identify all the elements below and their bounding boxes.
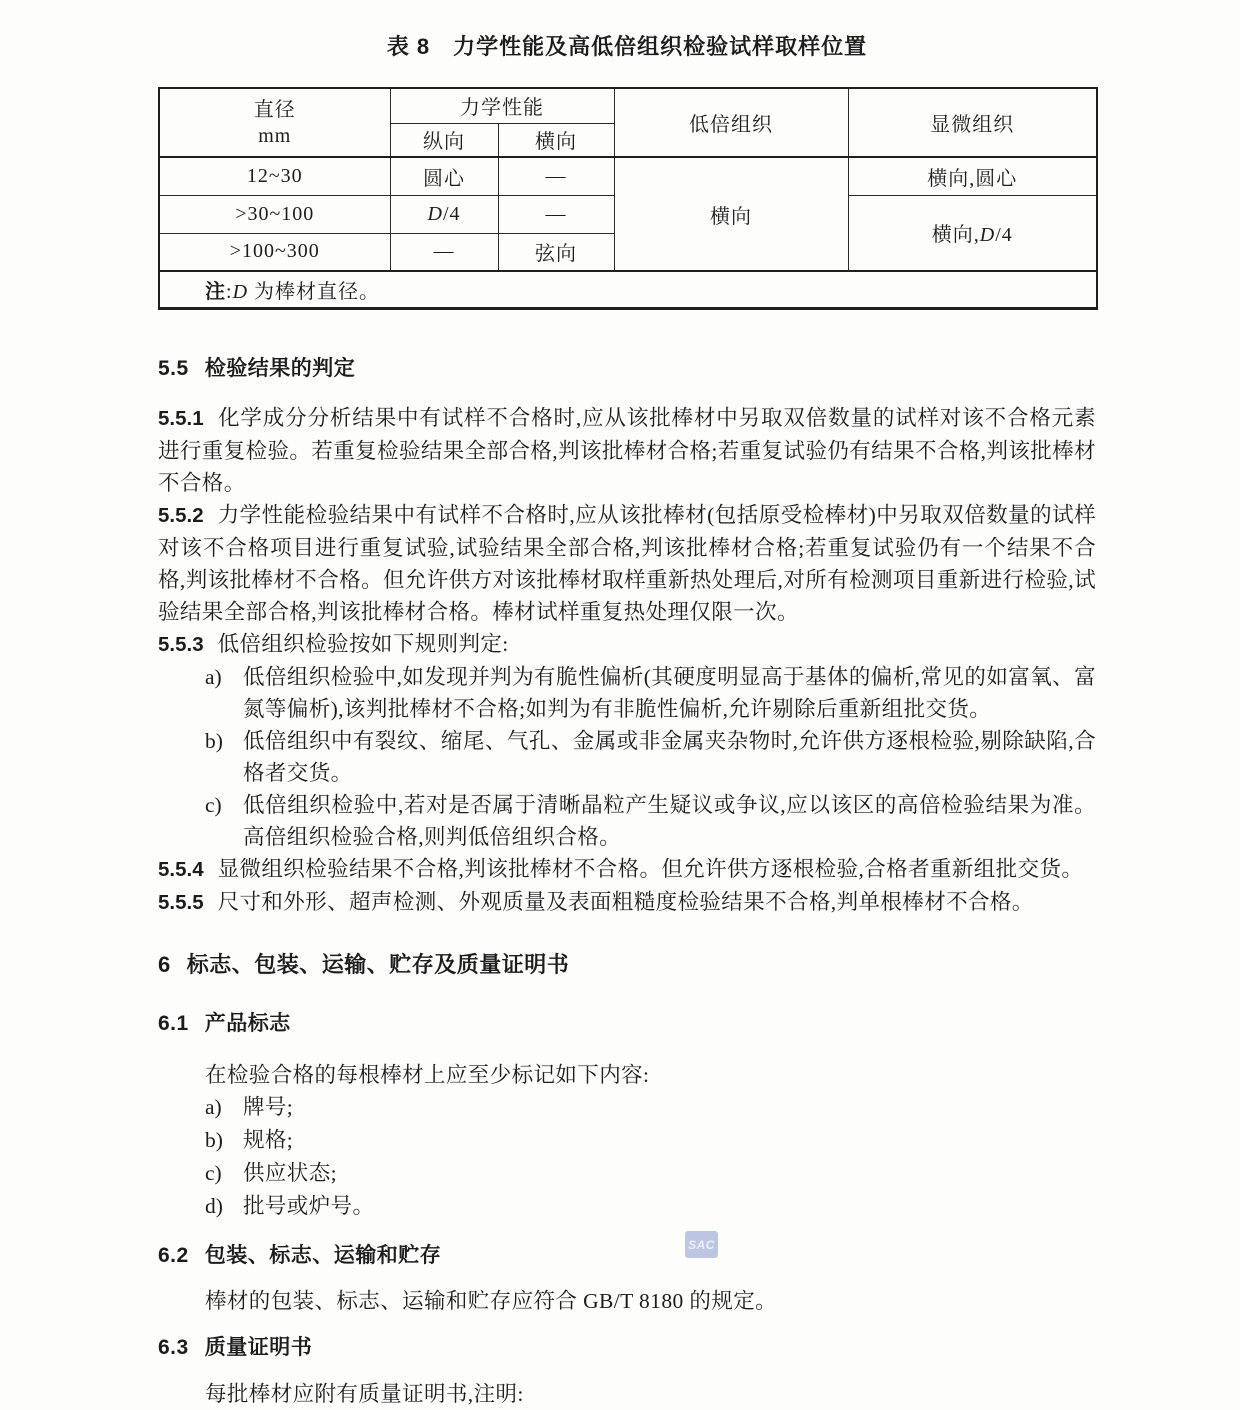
- clause-5-5-3: [158, 628, 1096, 661]
- heading-6-3: [158, 1333, 1096, 1363]
- d-fraction: /4: [995, 224, 1013, 247]
- clause-text: 化学成分分析结果中有试样不合格时,应从该批棒材中另取双倍数量的试样对该不合格元素进行重复检验。若重复检验结果全部合格,判该批棒材合格;若重复试验仍有结果不合格,判该批棒材不合格。: [158, 405, 1096, 495]
- clause-5-5-4: [158, 853, 1096, 886]
- d-symbol: D: [232, 280, 249, 303]
- table-header-row-1: [159, 88, 1097, 123]
- header-macrostructure: 低倍组织: [614, 88, 848, 157]
- list-label: d): [205, 1193, 223, 1218]
- d-symbol: D: [979, 224, 996, 247]
- micro-merged-prefix: 横向,: [931, 224, 980, 247]
- heading-6-1: [158, 1009, 1096, 1039]
- clause-number: 5.5.2: [158, 503, 204, 527]
- mark-item-a: [158, 1091, 1096, 1124]
- heading-6-2: [158, 1241, 1096, 1271]
- cell-transverse: —: [498, 157, 614, 195]
- clause-5-5-1: [158, 402, 1096, 499]
- heading-number: 6: [158, 951, 171, 977]
- list-text: 低倍组织检验中,若对是否属于清晰晶粒产生疑议或争议,应以该区的高倍检验结果为准。高倍组织检验合格,则判低倍组织合格。: [243, 792, 1096, 849]
- heading-6: [158, 949, 1096, 981]
- heading-title: 产品标志: [204, 1011, 291, 1035]
- mark-item-b: [158, 1124, 1096, 1157]
- heading-number: 5.5: [158, 356, 189, 380]
- list-label: c): [205, 1160, 222, 1185]
- clause-5-5-2: [158, 499, 1096, 628]
- clause-text: 显微组织检验结果不合格,判该批棒材不合格。但允许供方逐根检验,合格者重新组批交货。: [217, 856, 1084, 881]
- heading-title: 包装、标志、运输和贮存: [204, 1243, 442, 1267]
- sac-watermark-logo: SAC: [685, 1231, 718, 1258]
- cell-diameter: >100~300: [159, 233, 390, 271]
- note-colon: :: [226, 280, 233, 303]
- header-longitudinal: 纵向: [390, 123, 498, 157]
- list-text: 牌号;: [243, 1094, 294, 1119]
- heading-title: 标志、包装、运输、贮存及质量证明书: [186, 951, 570, 977]
- heading-title: 检验结果的判定: [204, 356, 356, 380]
- table-note: [159, 271, 1097, 308]
- clause-5-5-5: [158, 886, 1096, 919]
- table-row: [159, 157, 1097, 195]
- heading-number: 6.1: [158, 1011, 189, 1035]
- header-microstructure: 显微组织: [848, 88, 1097, 157]
- cell-micro: 横向,圆心: [848, 157, 1097, 195]
- table-note-row: [159, 271, 1097, 308]
- header-diameter-label: 直径: [253, 98, 296, 121]
- d-symbol: D: [427, 202, 443, 225]
- list-item-b: [158, 725, 1096, 789]
- list-label: b): [205, 1127, 223, 1152]
- cell-longitudinal: —: [390, 233, 498, 271]
- heading-number: 6.3: [158, 1335, 189, 1359]
- clause-text: 力学性能检验结果中有试样不合格时,应从该批棒材(包括原受检棒材)中另取双倍数量的试样对该不合格项目进行重复试验,试验结果全部合格,判该批棒材合格;若重复试验仍有一个结果不合格,判该批棒材不合格。但允许供方对该批棒材取样重新热处理后,对所有检测项目重新进行检验,试验结果全部合格,判该批棒材合格。棒材试样重复热处理仅限一次。: [158, 502, 1096, 624]
- table-8: [158, 87, 1098, 310]
- list-text: 低倍组织中有裂纹、缩尾、气孔、金属或非金属夹杂物时,允许供方逐根检验,剔除缺陷,合格者交货。: [243, 728, 1096, 785]
- list-text: 供应状态;: [243, 1160, 337, 1185]
- list-label: a): [205, 664, 222, 689]
- clause-number: 5.5.4: [158, 857, 204, 881]
- note-label: 注: [205, 280, 226, 303]
- header-diameter-unit: mm: [258, 124, 292, 147]
- mark-item-d: [158, 1190, 1096, 1223]
- cell-longitudinal: 圆心: [390, 157, 498, 195]
- cell-macro-merged: 横向: [614, 157, 848, 271]
- mark-item-c: [158, 1157, 1096, 1190]
- cell-transverse: —: [498, 195, 614, 233]
- note-text: 为棒材直径。: [248, 280, 381, 303]
- clause-6-2-text: 棒材的包装、标志、运输和贮存应符合 GB/T 8180 的规定。: [205, 1288, 778, 1313]
- list-text: 规格;: [243, 1127, 294, 1152]
- header-diameter: [159, 88, 390, 157]
- cell-diameter: 12~30: [159, 157, 390, 195]
- clause-text: 尺寸和外形、超声检测、外观质量及表面粗糙度检验结果不合格,判单根棒材不合格。: [217, 889, 1034, 914]
- list-text: 低倍组织检验中,如发现并判为有脆性偏析(其硬度明显高于基体的偏析,常见的如富氧、富氮等偏析),该判批棒材不合格;如判为有非脆性偏析,允许剔除后重新组批交货。: [243, 664, 1096, 721]
- list-label: c): [205, 792, 222, 817]
- cell-micro-merged: [848, 195, 1097, 271]
- list-label: b): [205, 728, 223, 753]
- clause-number: 5.5.1: [158, 406, 204, 430]
- clause-number: 5.5.5: [158, 890, 204, 914]
- cell-longitudinal: [390, 195, 498, 233]
- heading-5-5: [158, 354, 1096, 384]
- clause-text: 低倍组织检验按如下规则判定:: [217, 631, 509, 656]
- cell-transverse: 弦向: [498, 233, 614, 271]
- list-label: a): [205, 1094, 222, 1119]
- list-item-a: [158, 661, 1096, 725]
- cell-diameter: >30~100: [159, 195, 390, 233]
- heading-title: 质量证明书: [204, 1335, 313, 1359]
- clause-number: 5.5.3: [158, 632, 204, 656]
- header-mechanical: 力学性能: [390, 88, 614, 123]
- header-transverse: 横向: [498, 123, 614, 157]
- heading-number: 6.2: [158, 1243, 189, 1267]
- clause-6-1-intro: 在检验合格的每根棒材上应至少标记如下内容:: [205, 1062, 650, 1087]
- list-item-c: [158, 789, 1096, 853]
- table-8-title: 表 8 力学性能及高低倍组织检验试样取样位置: [386, 34, 868, 59]
- clause-6-3-text: 每批棒材应附有质量证明书,注明:: [205, 1381, 524, 1406]
- list-text: 批号或炉号。: [243, 1193, 375, 1218]
- document-page: [158, 30, 1096, 1410]
- d-fraction: /4: [442, 202, 461, 225]
